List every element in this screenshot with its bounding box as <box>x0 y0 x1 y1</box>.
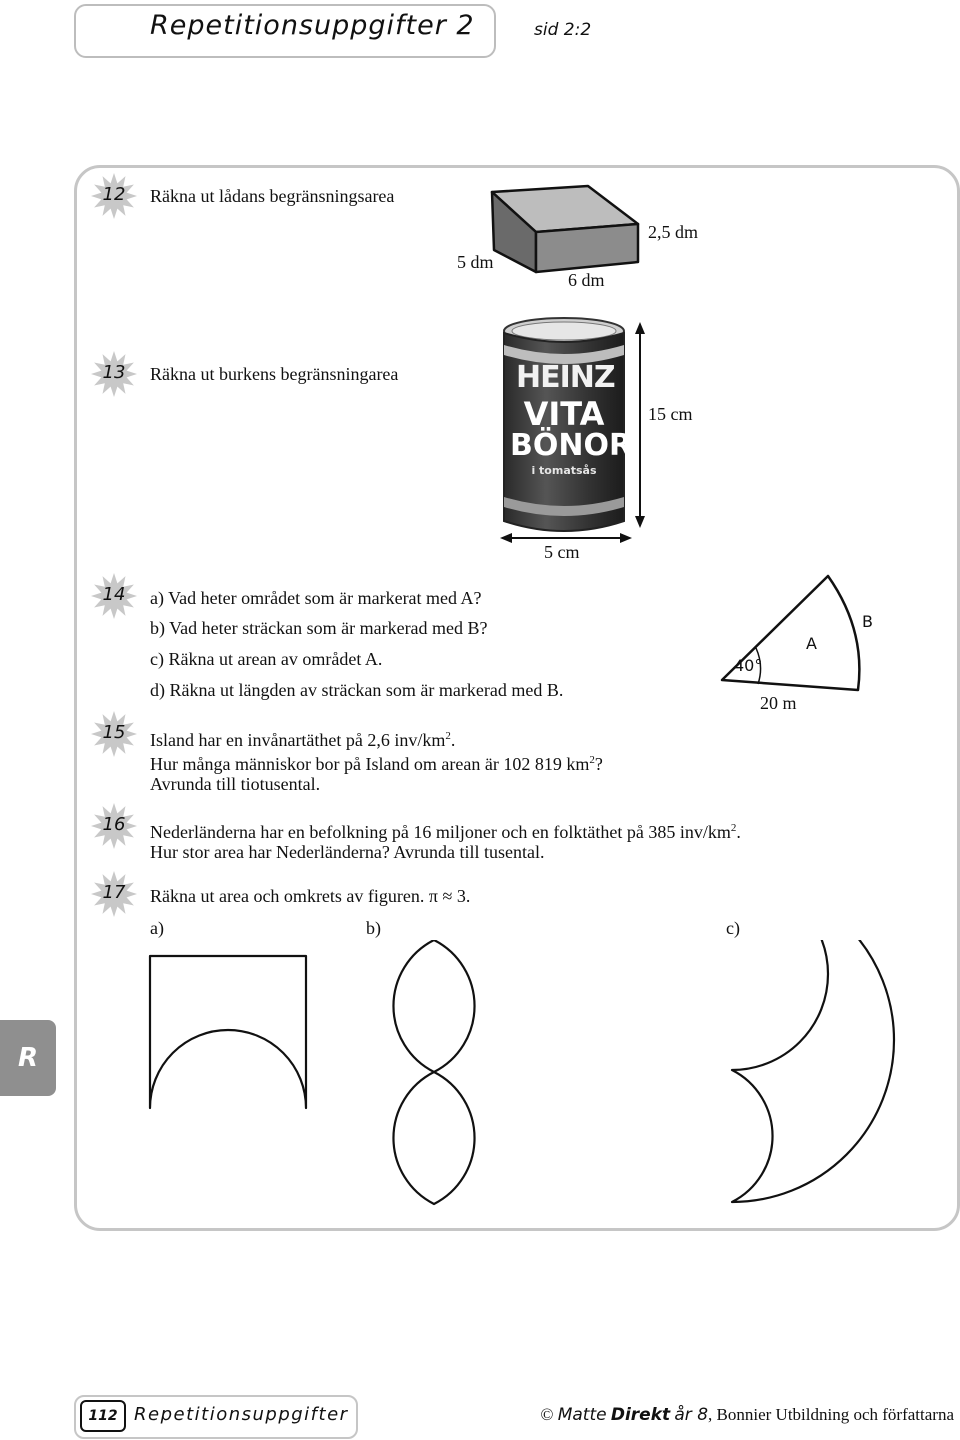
task-number-13: 13 <box>102 362 126 383</box>
task-number-14: 14 <box>102 584 126 605</box>
task-12-text: Räkna ut lådans begränsningsarea <box>150 186 395 206</box>
repetition-side-tab: R <box>0 1020 56 1096</box>
task-17-figures <box>140 940 900 1220</box>
task-17-part-b: b) <box>366 918 381 938</box>
task-17-text: Räkna ut area och omkrets av figuren. π ≈ 3. <box>150 886 471 906</box>
sector-radius-label: 20 m <box>760 693 797 713</box>
box-illustration <box>480 180 650 280</box>
task-17-part-c: c) <box>726 918 740 938</box>
page-reference: sid 2:2 <box>534 20 592 40</box>
task-number-12: 12 <box>102 184 126 205</box>
can-diameter-label: 5 cm <box>544 542 580 562</box>
can-product-line2: BÖNOR <box>510 428 633 463</box>
footer-section-title: Repetitionsuppgifter <box>134 1404 349 1425</box>
sector-figure <box>690 566 890 706</box>
task-15-line2: Hur många människor bor på Island om arean är 102 819 $km^2$? <box>150 754 603 774</box>
task-number-15: 15 <box>102 722 126 743</box>
box-length-label: 6 dm <box>568 270 605 290</box>
task-15-line1: Island har en invånartäthet på 2,6 inv/$km^2$. <box>150 730 456 750</box>
task-16-line2: Hur stor area har Nederländerna? Avrunda till tusental. <box>150 842 545 862</box>
can-height-arrow <box>628 322 652 528</box>
footer-copyright: © Matte Direkt år 8, Bonnier Utbildning och författarna <box>540 1405 954 1425</box>
can-subtitle: i tomatsås <box>531 464 597 477</box>
box-height-label: 2,5 dm <box>648 222 699 242</box>
task-17-part-a: a) <box>150 918 164 938</box>
can-product-line1: VITA <box>523 395 605 433</box>
task-number-16: 16 <box>102 814 126 835</box>
sector-arc-label: B <box>862 612 873 631</box>
task-15-line3: Avrunda till tiotusental. <box>150 774 321 794</box>
can-height-label: 15 cm <box>648 404 693 424</box>
task-13-text: Räkna ut burkens begränsningarea <box>150 364 399 384</box>
task-14-line-d: d) Räkna ut längden av sträckan som är markerad med B. <box>150 680 564 700</box>
page-number: 112 <box>80 1400 126 1432</box>
task-14-line-c: c) Räkna ut arean av området A. <box>150 649 383 669</box>
task-14-line-a: a) Vad heter området som är markerat med A? <box>150 588 482 608</box>
can-brand: HEINZ <box>516 360 615 395</box>
page-title: Repetitionsuppgifter 2 <box>150 10 475 41</box>
box-width-label: 5 dm <box>457 252 494 272</box>
task-16-line1: Nederländerna har en befolkning på 16 miljoner och en folktäthet på 385 inv/$km^2$. <box>150 822 741 842</box>
sector-angle-label: 40° <box>734 656 763 675</box>
sector-area-label: A <box>806 634 817 653</box>
task-14-line-b: b) Vad heter sträckan som är markerad med B? <box>150 618 488 638</box>
task-number-17: 17 <box>102 882 126 903</box>
